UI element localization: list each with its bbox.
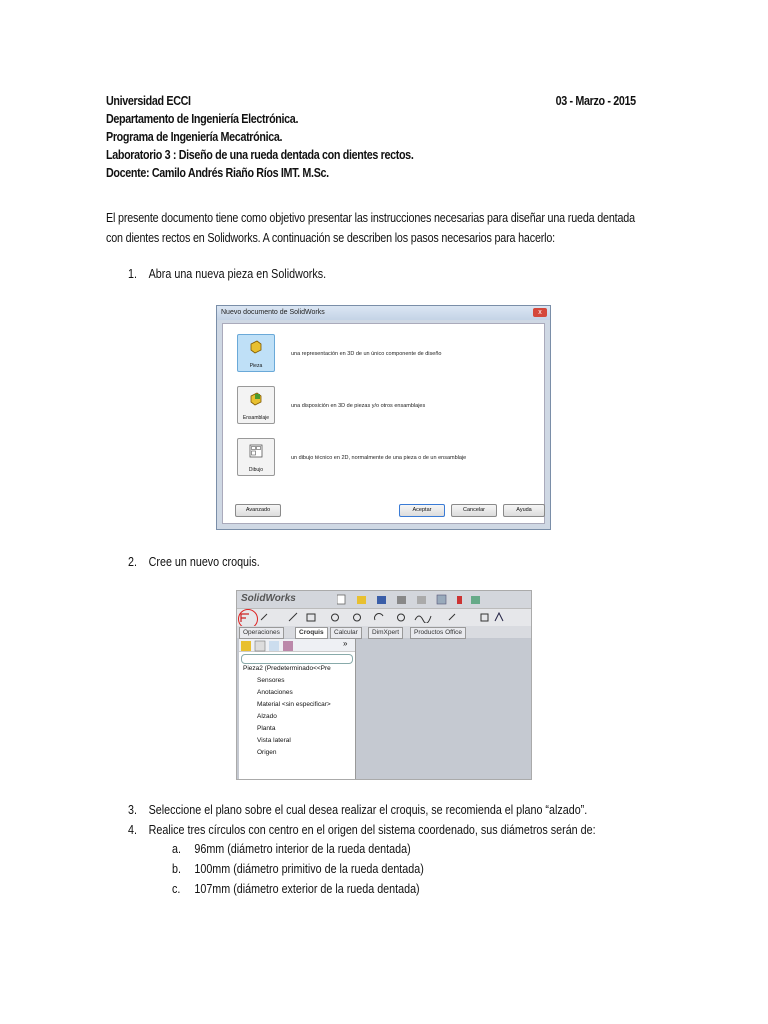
step-4 — [128, 823, 596, 837]
tree-tabs-icons — [239, 640, 319, 652]
substep-c — [172, 882, 420, 896]
intro-paragraph: El presente documento tiene como objetivo presentar las instrucciones necesarias para diseñar una rueda dentada con dientes rectos en Solidworks. A continuación se describen los pasos necesarios para hacerlo: — [106, 211, 635, 245]
filter-input[interactable] — [241, 654, 353, 664]
tree-toolbar — [239, 639, 355, 652]
tree-item-material[interactable]: Material <sin especificar> — [257, 701, 331, 708]
assembly-icon — [249, 392, 263, 406]
substep-a — [172, 842, 411, 856]
title-toolbar — [237, 591, 531, 608]
step-2 — [128, 555, 260, 569]
step-text: Abra una nueva pieza en Solidworks. — [148, 267, 327, 281]
feature-manager-tree — [239, 639, 356, 779]
tab-croquis[interactable]: Croquis — [295, 627, 328, 639]
solidworks-window — [236, 590, 532, 780]
document-date: 03 - Marzo - 2015 — [555, 94, 636, 108]
program-name: Programa de Ingeniería Mecatrónica. — [106, 130, 283, 144]
accept-button[interactable]: Aceptar — [399, 504, 445, 517]
standard-toolbar-icons — [337, 594, 527, 605]
tree-item-vista-lateral[interactable]: Vista lateral — [257, 737, 291, 744]
tree-item-sensores[interactable]: Sensores — [257, 677, 285, 684]
advanced-button[interactable]: Avanzado — [235, 504, 281, 517]
step-text: Realice tres círculos con centro en el origen del sistema coordenado, sus diámetros serán de: — [148, 823, 596, 837]
cancel-button[interactable]: Cancelar — [451, 504, 497, 517]
tab-dimxpert[interactable]: DimXpert — [368, 627, 403, 639]
step-3 — [128, 803, 587, 817]
drawing-icon — [249, 444, 263, 458]
tree-item-origen[interactable]: Origen — [257, 749, 277, 756]
document-header — [106, 92, 636, 182]
step-1 — [128, 267, 326, 281]
step-text: Seleccione el plano sobre el cual desea realizar el croquis, se recomienda el plano “alzado”. — [148, 803, 588, 817]
tree-item-anotaciones[interactable]: Anotaciones — [257, 689, 293, 696]
tree-item-planta[interactable]: Planta — [257, 725, 276, 732]
substep-text: 100mm (diámetro primitivo de la rueda dentada) — [194, 862, 424, 876]
solidworks-logo: SolidWorks — [241, 593, 296, 604]
chevron-icon[interactable]: » — [343, 639, 348, 648]
substep-letter: b. — [172, 862, 181, 876]
tree-root[interactable]: Pieza2 (Predeterminado<<Pre — [243, 665, 331, 672]
tree-item-alzado[interactable]: Alzado — [257, 713, 277, 720]
tab-productos-office[interactable]: Productos Office — [410, 627, 466, 639]
step-number: 2. — [128, 555, 137, 569]
part-icon — [249, 340, 263, 354]
step-number: 1. — [128, 267, 137, 281]
substep-letter: c. — [172, 882, 181, 896]
option-pieza[interactable] — [237, 334, 275, 372]
substep-text: 96mm (diámetro interior de la rueda dentada) — [194, 842, 411, 856]
graphics-area[interactable] — [356, 639, 531, 779]
tab-operaciones[interactable]: Operaciones — [239, 627, 284, 639]
lab-title: Laboratorio 3 : Diseño de una rueda dentada con dientes rectos. — [106, 148, 414, 162]
department-name: Departamento de Ingeniería Electrónica. — [106, 112, 299, 126]
tab-calcular[interactable]: Calcular — [330, 627, 362, 639]
substep-b — [172, 862, 424, 876]
substep-letter: a. — [172, 842, 181, 856]
new-document-dialog — [216, 305, 551, 530]
option-description: una representación en 3D de un único componente de diseño — [291, 351, 442, 357]
dialog-title: Nuevo documento de SolidWorks — [217, 306, 550, 320]
option-dibujo[interactable] — [237, 438, 275, 476]
option-label: Pieza — [249, 363, 263, 369]
close-icon[interactable]: x — [533, 308, 547, 317]
option-ensamblaje[interactable] — [237, 386, 275, 424]
help-button[interactable]: Ayuda — [503, 504, 545, 517]
substep-text: 107mm (diámetro exterior de la rueda dentada) — [194, 882, 420, 896]
step-number: 4. — [128, 823, 137, 837]
step-number: 3. — [128, 803, 137, 817]
command-tabs — [237, 626, 531, 638]
option-label: Ensamblaje — [242, 415, 270, 421]
teacher-name: Docente: Camilo Andrés Riaño Ríos IMT. M.Sc. — [106, 166, 329, 180]
option-description: una disposición en 3D de piezas y/o otros ensamblajes — [291, 403, 426, 409]
option-label: Dibujo — [248, 467, 264, 473]
university-name: Universidad ECCI — [106, 94, 191, 108]
sketch-toolbar — [237, 608, 531, 626]
dialog-body — [222, 323, 545, 524]
option-description: un dibujo técnico en 2D, normalmente de una pieza o de un ensamblaje — [291, 455, 467, 461]
step-text: Cree un nuevo croquis. — [148, 555, 260, 569]
sketch-tools-icons — [259, 612, 529, 623]
